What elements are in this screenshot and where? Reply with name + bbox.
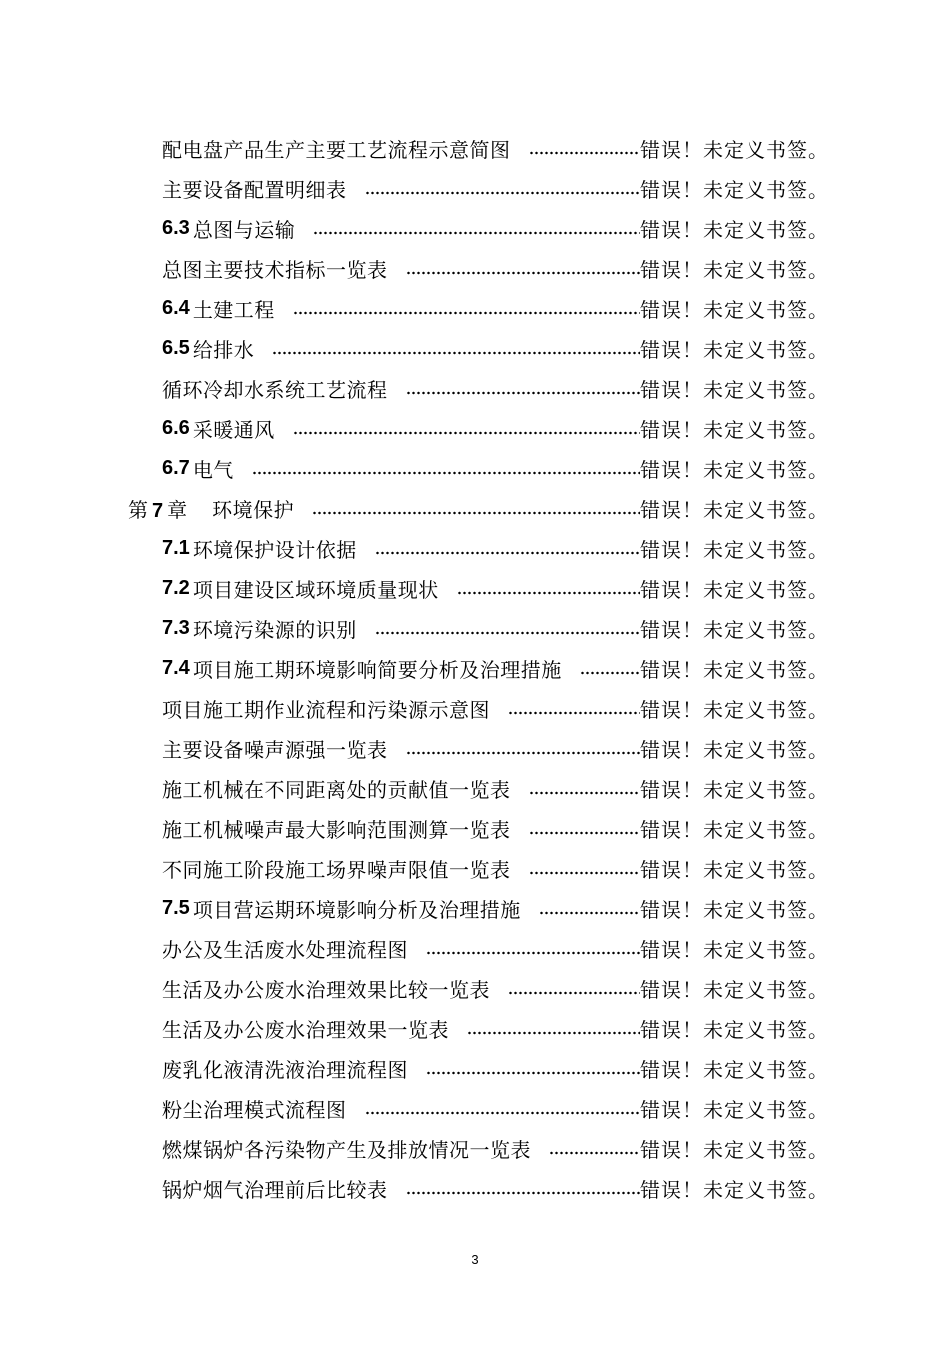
toc-entry-page-ref: 错误！未定义书签。 — [640, 1177, 829, 1202]
toc-entry-title: 废乳化液清洗液治理流程图 — [162, 1057, 408, 1082]
toc-entry-page-ref: 错误！未定义书签。 — [640, 1097, 829, 1122]
toc-entry[interactable] — [0, 248, 950, 288]
toc-entry-page-ref: 错误！未定义书签。 — [640, 1137, 829, 1162]
toc-dot-leader — [375, 631, 640, 635]
toc-dot-leader — [580, 671, 640, 675]
toc-entry[interactable] — [0, 928, 950, 968]
toc-entry-title: 配电盘产品生产主要工艺流程示意简图 — [162, 137, 511, 162]
toc-dot-leader — [252, 471, 640, 475]
toc-entry[interactable] — [0, 728, 950, 768]
toc-entry-page-ref: 错误！未定义书签。 — [640, 497, 829, 522]
toc-dot-leader — [539, 911, 640, 915]
toc-entry-page-ref: 错误！未定义书签。 — [640, 737, 829, 762]
toc-entry-title: 锅炉烟气治理前后比较表 — [162, 1177, 388, 1202]
toc-dot-leader — [406, 1191, 641, 1195]
toc-dot-leader — [529, 871, 641, 875]
toc-dot-leader — [529, 151, 641, 155]
toc-entry-page-ref: 错误！未定义书签。 — [640, 937, 829, 962]
toc-entry-title: 土建工程 — [192, 297, 275, 322]
toc-entry[interactable] — [0, 448, 950, 488]
toc-entry[interactable] — [0, 608, 950, 648]
toc-entry-title: 给排水 — [192, 337, 255, 362]
toc-entry-title: 循环冷却水系统工艺流程 — [162, 377, 388, 402]
toc-entry-title: 燃煤锅炉各污染物产生及排放情况一览表 — [162, 1137, 531, 1162]
toc-entry-title: 施工机械噪声最大影响范围测算一览表 — [162, 817, 511, 842]
toc-entry[interactable] — [0, 1168, 950, 1208]
toc-dot-leader — [508, 711, 640, 715]
toc-dot-leader — [529, 831, 641, 835]
toc-entry[interactable] — [0, 768, 950, 808]
toc-entry-number: 6.4 — [162, 296, 190, 319]
toc-entry[interactable] — [0, 568, 950, 608]
toc-entry[interactable] — [0, 208, 950, 248]
toc-entry-title: 项目施工期作业流程和污染源示意图 — [162, 697, 490, 722]
toc-dot-leader — [365, 191, 641, 195]
toc-entry[interactable] — [0, 528, 950, 568]
toc-entry[interactable] — [0, 168, 950, 208]
toc-entry-page-ref: 错误！未定义书签。 — [640, 337, 829, 362]
table-of-contents — [0, 128, 950, 1208]
toc-entry-title: 不同施工阶段施工场界噪声限值一览表 — [162, 857, 511, 882]
toc-entry-page-ref: 错误！未定义书签。 — [640, 457, 829, 482]
toc-entry-page-ref: 错误！未定义书签。 — [640, 857, 829, 882]
toc-entry[interactable] — [0, 848, 950, 888]
toc-entry-page-ref: 错误！未定义书签。 — [640, 1057, 829, 1082]
toc-entry[interactable] — [0, 808, 950, 848]
toc-entry[interactable] — [0, 408, 950, 448]
toc-entry-title: 生活及办公废水治理效果比较一览表 — [162, 977, 490, 1002]
toc-entry-page-ref: 错误！未定义书签。 — [640, 417, 829, 442]
toc-dot-leader — [312, 511, 640, 515]
toc-entry-title: 总图与运输 — [192, 217, 296, 242]
toc-entry-title: 项目建设区域环境质量现状 — [192, 577, 439, 602]
toc-entry-page-ref: 错误！未定义书签。 — [640, 177, 829, 202]
toc-entry[interactable] — [0, 888, 950, 928]
toc-entry-title: 主要设备噪声源强一览表 — [162, 737, 388, 762]
toc-entry-title: 办公及生活废水处理流程图 — [162, 937, 408, 962]
toc-entry[interactable] — [0, 368, 950, 408]
toc-entry-page-ref: 错误！未定义书签。 — [640, 657, 829, 682]
toc-entry-number: 7.1 — [162, 536, 190, 559]
toc-entry-title: 环境保护 — [212, 497, 295, 522]
toc-entry-number: 7.4 — [162, 656, 190, 679]
toc-entry-number: 7.5 — [162, 896, 190, 919]
toc-dot-leader — [375, 551, 640, 555]
toc-dot-leader — [406, 391, 641, 395]
toc-entry[interactable] — [0, 488, 950, 528]
toc-entry-page-ref: 错误！未定义书签。 — [640, 577, 829, 602]
toc-entry[interactable] — [0, 288, 950, 328]
toc-dot-leader — [406, 271, 641, 275]
toc-entry-page-ref: 错误！未定义书签。 — [640, 697, 829, 722]
toc-dot-leader — [406, 751, 641, 755]
toc-dot-leader — [549, 1151, 640, 1155]
toc-entry-title: 环境保护设计依据 — [192, 537, 357, 562]
toc-entry-number: 6.5 — [162, 336, 190, 359]
toc-entry[interactable] — [0, 1048, 950, 1088]
toc-entry-page-ref: 错误！未定义书签。 — [640, 297, 829, 322]
toc-entry-title: 采暖通风 — [192, 417, 275, 442]
toc-entry[interactable] — [0, 1008, 950, 1048]
toc-entry-page-ref: 错误！未定义书签。 — [640, 617, 829, 642]
toc-entry-page-ref: 错误！未定义书签。 — [640, 217, 829, 242]
toc-entry-page-ref: 错误！未定义书签。 — [640, 377, 829, 402]
toc-entry-number: 第 7 章 — [128, 497, 188, 522]
toc-entry-page-ref: 错误！未定义书签。 — [640, 777, 829, 802]
toc-entry-page-ref: 错误！未定义书签。 — [640, 1017, 829, 1042]
toc-dot-leader — [272, 351, 640, 355]
toc-entry-title: 生活及办公废水治理效果一览表 — [162, 1017, 449, 1042]
toc-entry-number: 7.3 — [162, 616, 190, 639]
toc-entry[interactable] — [0, 648, 950, 688]
toc-entry-title: 总图主要技术指标一览表 — [162, 257, 388, 282]
toc-entry-title: 电气 — [192, 457, 234, 482]
toc-entry-title: 项目施工期环境影响简要分析及治理措施 — [192, 657, 562, 682]
toc-entry[interactable] — [0, 968, 950, 1008]
toc-entry-page-ref: 错误！未定义书签。 — [640, 977, 829, 1002]
toc-entry-page-ref: 错误！未定义书签。 — [640, 137, 829, 162]
toc-dot-leader — [457, 591, 640, 595]
toc-dot-leader — [426, 951, 640, 955]
toc-dot-leader — [529, 791, 641, 795]
toc-entry-page-ref: 错误！未定义书签。 — [640, 257, 829, 282]
toc-entry[interactable] — [0, 128, 950, 168]
toc-entry-page-ref: 错误！未定义书签。 — [640, 817, 829, 842]
page-number: 3 — [471, 1252, 479, 1267]
toc-entry[interactable] — [0, 688, 950, 728]
toc-entry-title: 施工机械在不同距离处的贡献值一览表 — [162, 777, 511, 802]
toc-entry-title: 项目营运期环境影响分析及治理措施 — [192, 897, 521, 922]
toc-dot-leader — [293, 431, 640, 435]
toc-dot-leader — [467, 1031, 640, 1035]
toc-dot-leader — [365, 1111, 641, 1115]
toc-entry-number: 7.2 — [162, 576, 190, 599]
toc-entry-number: 6.6 — [162, 416, 190, 439]
toc-entry-title: 主要设备配置明细表 — [162, 177, 347, 202]
toc-entry-number: 6.3 — [162, 216, 190, 239]
toc-entry-page-ref: 错误！未定义书签。 — [640, 897, 829, 922]
toc-dot-leader — [508, 991, 640, 995]
toc-dot-leader — [293, 311, 640, 315]
toc-entry-page-ref: 错误！未定义书签。 — [640, 537, 829, 562]
toc-dot-leader — [426, 1071, 640, 1075]
toc-entry[interactable] — [0, 1088, 950, 1128]
toc-entry-number: 6.7 — [162, 456, 190, 479]
toc-entry-title: 环境污染源的识别 — [192, 617, 357, 642]
toc-entry[interactable] — [0, 328, 950, 368]
toc-entry[interactable] — [0, 1128, 950, 1168]
toc-entry-title: 粉尘治理模式流程图 — [162, 1097, 347, 1122]
toc-dot-leader — [313, 231, 640, 235]
